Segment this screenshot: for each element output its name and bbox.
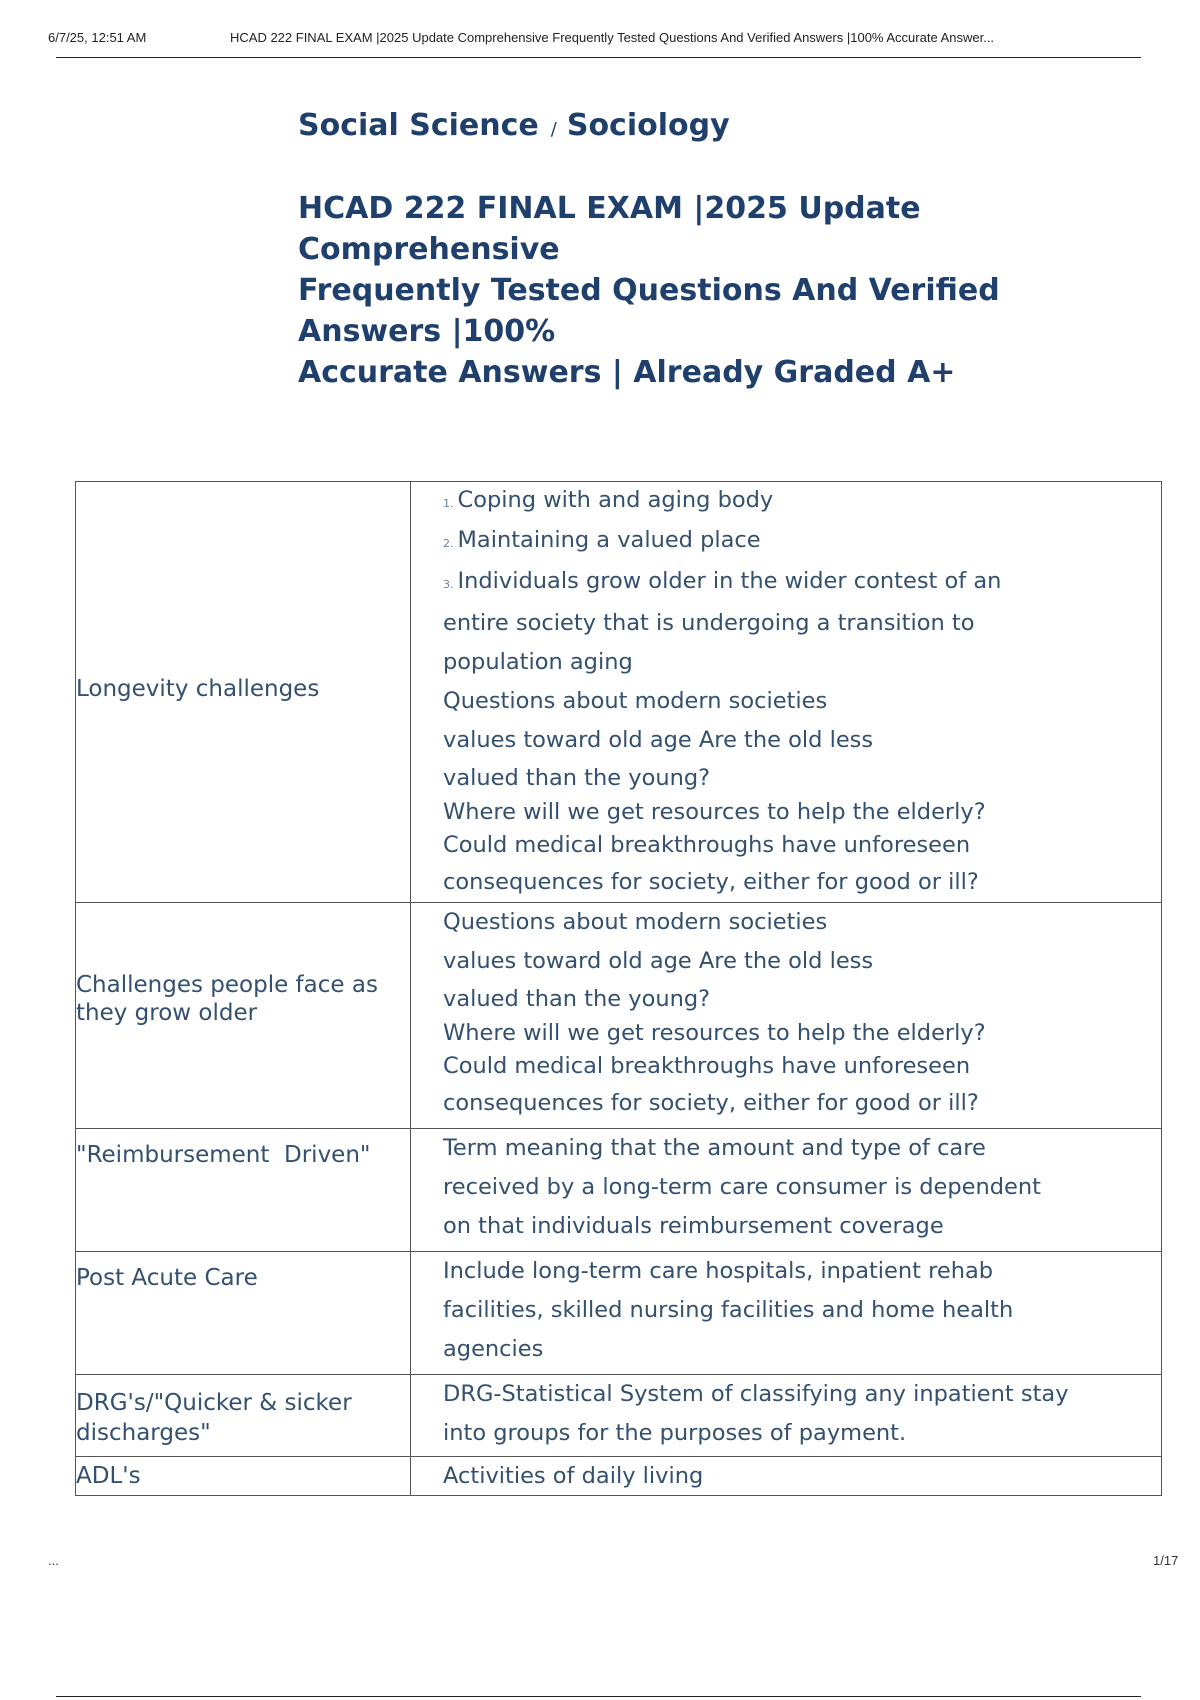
definition-line: Questions about modern societies (443, 688, 828, 714)
definition-line: Could medical breakthroughs have unforeseen (443, 1053, 971, 1079)
print-date: 6/7/25, 12:51 AM (48, 30, 147, 45)
definition-cell (411, 482, 1162, 903)
document-title (298, 188, 1148, 393)
item-text: Coping with and aging body (457, 487, 774, 513)
definition-cell (411, 1457, 1162, 1496)
table-row (76, 903, 1162, 1129)
term-text: discharges" (76, 1420, 211, 1446)
definition-line: agencies (443, 1336, 544, 1362)
numbered-item (443, 522, 1161, 562)
definition-cell (411, 1129, 1162, 1252)
item-text: Individuals grow older in the wider contest of an (457, 568, 1002, 594)
definition-line: Where will we get resources to help the elderly? (443, 1020, 986, 1046)
definition-line: Where will we get resources to help the elderly? (443, 799, 986, 825)
item-number: 1. (443, 497, 454, 510)
document-title-line: HCAD 222 FINAL EXAM |2025 Update Comprehensive (298, 191, 921, 267)
term-text: Post Acute Care (76, 1265, 258, 1291)
bottom-divider (56, 1696, 1141, 1697)
definition-line: DRG-Statistical System of classifying any inpatient stay (443, 1381, 1069, 1407)
definition-cell (411, 903, 1162, 1129)
term-cell (76, 1375, 411, 1457)
definition-line: values toward old age Are the old less (443, 727, 874, 753)
definition-line: Questions about modern societies (443, 909, 828, 935)
numbered-item (443, 562, 1161, 604)
breadcrumb-category[interactable]: Social Science (298, 108, 539, 143)
term-text: DRG's/"Quicker & sicker (76, 1390, 352, 1416)
table-row (76, 482, 1162, 903)
footer-ellipsis: ... (48, 1553, 59, 1568)
definition-line: valued than the young? (443, 765, 711, 791)
definition-line: consequences for society, either for good or ill? (443, 869, 979, 895)
definition-line: Include long-term care hospitals, inpatient rehab (443, 1258, 994, 1284)
definition-line: values toward old age Are the old less (443, 948, 874, 974)
term-cell (76, 1457, 411, 1496)
table-row (76, 1375, 1162, 1457)
header-divider (56, 57, 1141, 58)
item-number: 3. (443, 578, 454, 591)
term-cell (76, 903, 411, 1129)
definition-line: received by a long-term care consumer is dependent (443, 1174, 1041, 1200)
print-title: HCAD 222 FINAL EXAM |2025 Update Comprehensive Frequently Tested Questions And Verified Answers |100% Accurate Answer... (230, 30, 995, 45)
numbered-item (443, 482, 1161, 522)
definition-line: Could medical breakthroughs have unforeseen (443, 832, 971, 858)
definition-line: population aging (443, 649, 633, 675)
term-text: they grow older (76, 999, 258, 1026)
page-number: 1/17 (1153, 1553, 1179, 1568)
breadcrumb (298, 108, 730, 143)
term-cell (76, 482, 411, 903)
qa-table (75, 481, 1162, 1496)
term-text: Longevity challenges (76, 676, 320, 702)
item-number: 2. (443, 537, 454, 550)
definition-line: Activities of daily living (443, 1463, 704, 1489)
table-row (76, 1457, 1162, 1496)
document-title-line: Frequently Tested Questions And Verified Answers |100% (298, 273, 1000, 349)
breadcrumb-separator: / (550, 119, 557, 140)
print-header (48, 30, 1146, 56)
definition-cell (411, 1252, 1162, 1375)
definition-line: valued than the young? (443, 986, 711, 1012)
definition-line: consequences for society, either for good or ill? (443, 1090, 979, 1116)
document-title-line: Accurate Answers | Already Graded A+ (298, 355, 956, 390)
term-cell (76, 1129, 411, 1252)
term-text: ADL's (76, 1463, 141, 1489)
table-row (76, 1129, 1162, 1252)
term-text: "Reimbursement Driven" (76, 1142, 371, 1168)
table-row (76, 1252, 1162, 1375)
term-text: Challenges people face as (76, 971, 378, 998)
definition-line: entire society that is undergoing a transition to (443, 610, 975, 636)
breadcrumb-subcategory[interactable]: Sociology (566, 108, 730, 143)
definition-line: facilities, skilled nursing facilities and home health (443, 1297, 1014, 1323)
term-cell (76, 1252, 411, 1375)
definition-line: into groups for the purposes of payment. (443, 1420, 907, 1446)
definition-cell (411, 1375, 1162, 1457)
definition-line: Term meaning that the amount and type of care (443, 1135, 986, 1161)
item-text: Maintaining a valued place (457, 527, 761, 553)
definition-line: on that individuals reimbursement coverage (443, 1213, 944, 1239)
